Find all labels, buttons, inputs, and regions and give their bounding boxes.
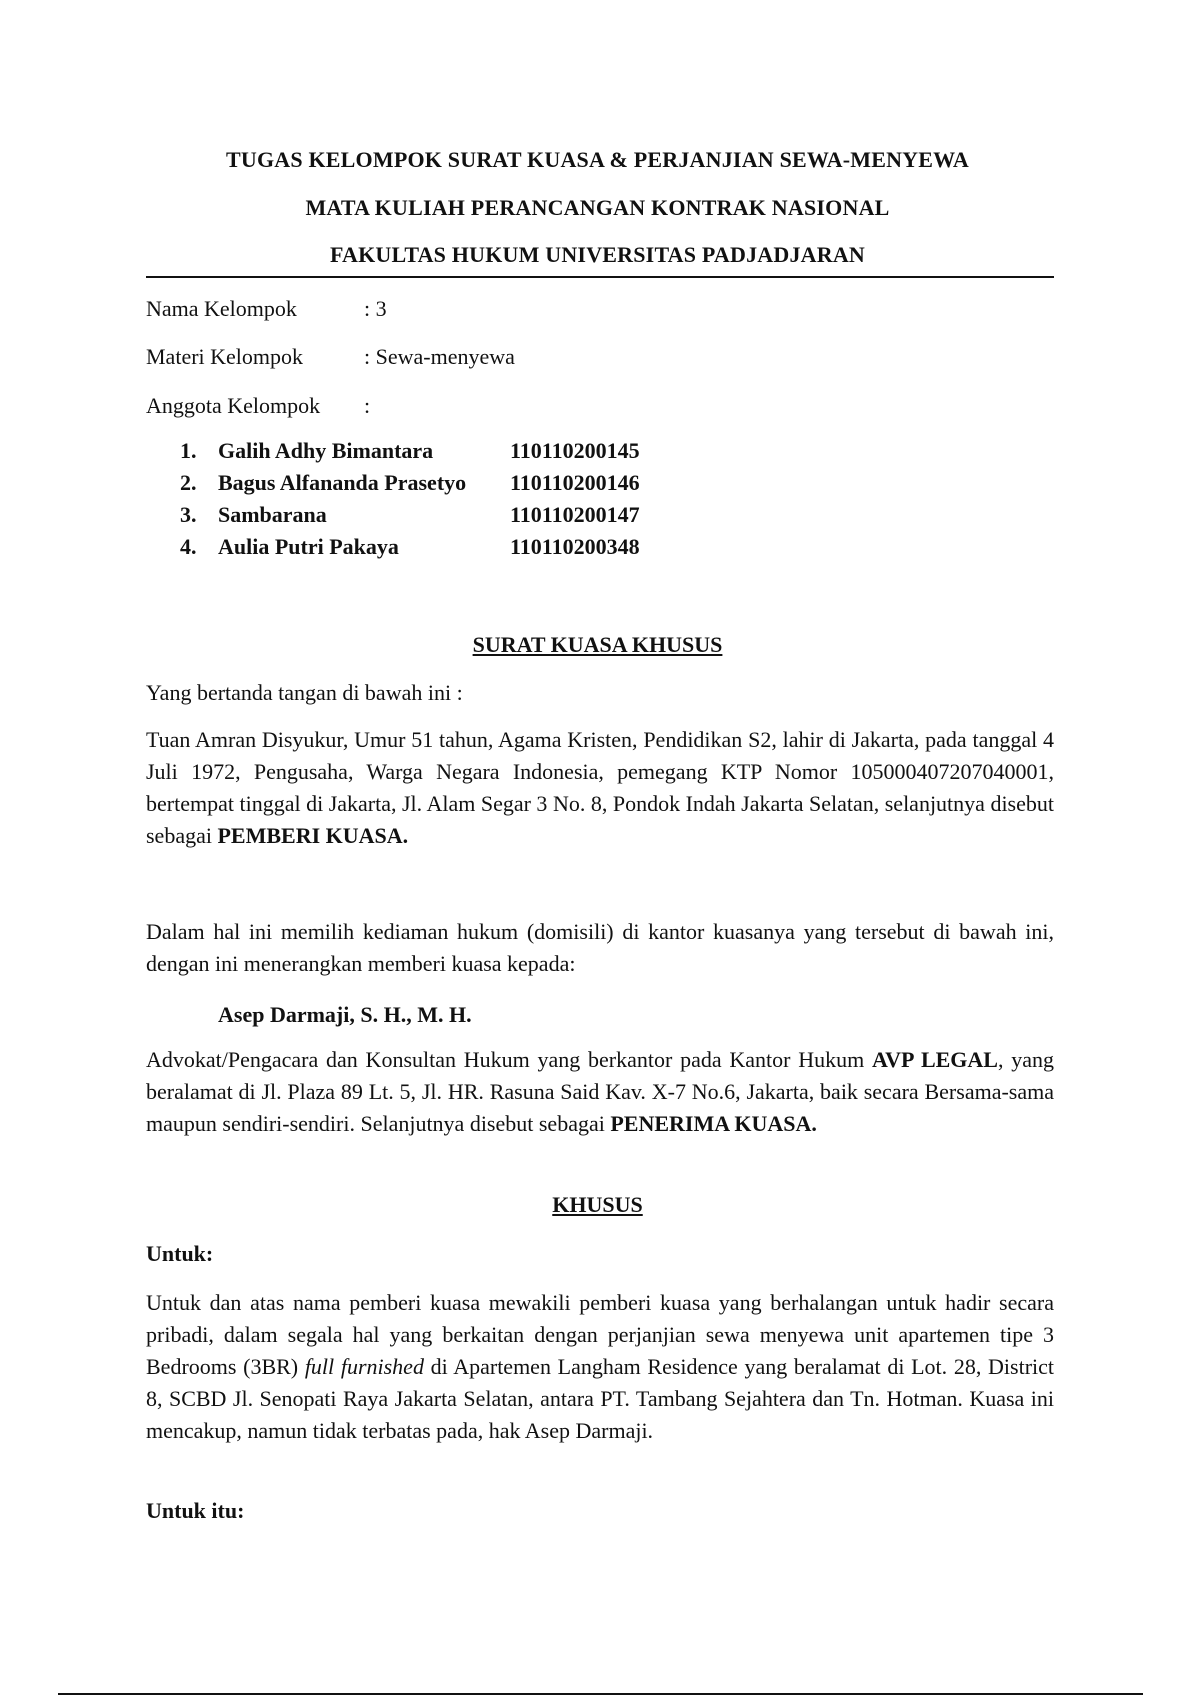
member-item	[180, 470, 640, 496]
advokat-paragraph	[146, 1044, 1054, 1140]
pemberi-kuasa-paragraph	[146, 724, 1054, 852]
penerima-kuasa-name: Asep Darmaji, S. H., M. H.	[218, 1002, 472, 1027]
header-line-3: FAKULTAS HUKUM UNIVERSITAS PADJADJARAN	[329, 242, 866, 267]
penerima-kuasa-label: PENERIMA KUASA.	[610, 1111, 817, 1136]
member-name: Galih Adhy Bimantara	[218, 438, 434, 463]
anggota-kelompok-value: :	[364, 393, 371, 418]
untuk-itu-label: Untuk itu:	[146, 1498, 245, 1523]
pemberi-kuasa-text: Tuan Amran Disyukur, Umur 51 tahun, Agama Kristen, Pendidikan S2, lahir di Jakarta, pada tanggal 4 Juli 1972, Pengusaha, Warga Negara Indonesia, pemegang KTP Nomor 105000407207040001, bertempat tinggal di Jakarta, Jl. Alam Segar 3 No. 8, Pondok Indah Jakarta Selatan, selanjutnya disebut sebagai	[146, 727, 1054, 848]
domisili-paragraph: Dalam hal ini memilih kediaman hukum (domisili) di kantor kuasanya yang tersebut di bawah ini, dengan ini menerangkan memberi kuasa kepada:	[146, 919, 1054, 976]
member-number: 3.	[180, 502, 197, 527]
member-number: 2.	[180, 470, 197, 495]
header-divider	[146, 276, 1054, 278]
khusus-title: KHUSUS	[552, 1192, 643, 1217]
untuk-text-2: di Apartemen Langham Residence yang beralamat di Lot. 28, District 8, SCBD Jl. Senopati Raya Jakarta Selatan, antara PT. Tambang Sejahtera dan Tn. Hotman. Kuasa ini mencakup, namun tidak terbatas pada, hak Asep Darmaji.	[146, 1354, 1055, 1443]
untuk-italic-text: full furnished	[304, 1354, 424, 1379]
member-number: 1.	[180, 438, 197, 463]
member-name: Sambarana	[218, 502, 327, 527]
member-name: Aulia Putri Pakaya	[218, 534, 399, 559]
pemberi-kuasa-label: PEMBERI KUASA.	[217, 823, 409, 848]
intro-line: Yang bertanda tangan di bawah ini :	[146, 680, 463, 705]
surat-kuasa-title: SURAT KUASA KHUSUS	[472, 632, 723, 657]
law-firm-name: AVP LEGAL	[872, 1047, 998, 1072]
untuk-paragraph	[146, 1287, 1054, 1447]
member-item	[180, 438, 640, 464]
untuk-text-1: Untuk dan atas nama pemberi kuasa mewakili pemberi kuasa yang berhalangan untuk hadir secara pribadi, dalam segala hal yang berkaitan dengan perjanjian sewa menyewa unit apartemen tipe 3 Bedrooms (3BR)	[146, 1290, 1054, 1379]
header-line-2: MATA KULIAH PERANCANGAN KONTRAK NASIONAL	[305, 195, 890, 220]
nama-kelompok-label: Nama Kelompok	[146, 296, 297, 321]
page-bottom-divider	[58, 1693, 1143, 1695]
materi-kelompok-label: Materi Kelompok	[146, 344, 304, 369]
member-npm: 110110200145	[510, 438, 640, 463]
member-npm: 110110200146	[510, 470, 640, 495]
header-line-1: TUGAS KELOMPOK SURAT KUASA & PERJANJIAN SEWA-MENYEWA	[226, 147, 969, 172]
advokat-text-1: Advokat/Pengacara dan Konsultan Hukum yang berkantor pada Kantor Hukum	[146, 1047, 865, 1072]
anggota-kelompok-label: Anggota Kelompok	[146, 393, 321, 418]
member-item	[180, 502, 640, 528]
member-npm: 110110200348	[510, 534, 640, 559]
member-item	[180, 534, 640, 560]
member-name: Bagus Alfananda Prasetyo	[218, 470, 467, 495]
nama-kelompok-value: : 3	[364, 296, 387, 321]
member-npm: 110110200147	[510, 502, 640, 527]
untuk-label: Untuk:	[146, 1241, 214, 1266]
materi-kelompok-value: : Sewa-menyewa	[364, 344, 515, 369]
member-number: 4.	[180, 534, 197, 559]
advokat-text-2: , yang beralamat di Jl. Plaza 89 Lt. 5, Jl. HR. Rasuna Said Kav. X-7 No.6, Jakarta, baik secara Bersama-sama maupun sendiri-sendiri. Selanjutnya disebut sebagai	[146, 1047, 1054, 1136]
